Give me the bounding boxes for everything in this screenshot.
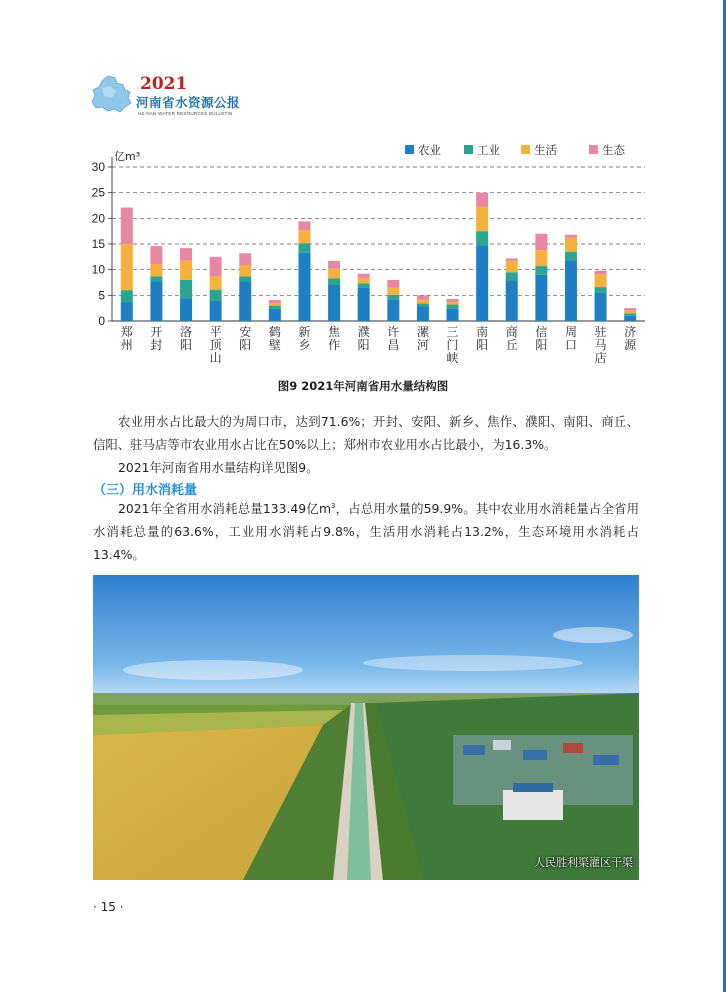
bar-农业 — [180, 298, 192, 321]
bar-生活 — [180, 260, 192, 280]
bar-生态 — [239, 253, 251, 265]
x-tick-label: 阳 — [239, 338, 252, 352]
x-tick-label: 阳 — [180, 338, 193, 352]
bar-工业 — [387, 295, 399, 300]
x-tick-label: 乡 — [298, 338, 311, 352]
y-tick-label: 20 — [91, 211, 105, 226]
x-tick-label: 三 — [446, 325, 459, 339]
bar-生活 — [476, 207, 488, 232]
bar-工业 — [595, 287, 607, 292]
bar-生活 — [417, 299, 429, 303]
bar-工业 — [417, 304, 429, 307]
bar-生态 — [624, 308, 636, 311]
paragraph-consumption — [93, 497, 639, 566]
bar-工业 — [358, 284, 370, 288]
x-tick-label: 济 — [624, 325, 637, 339]
bar-农业 — [298, 253, 310, 321]
bar-农业 — [595, 292, 607, 321]
bar-工业 — [624, 313, 636, 316]
bar-农业 — [150, 281, 162, 321]
x-tick-label: 州 — [120, 338, 133, 352]
bar-生态 — [210, 257, 222, 277]
bar-农业 — [328, 285, 340, 321]
x-tick-label: 许 — [387, 325, 400, 339]
section-title: （三）用水消耗量 — [93, 483, 198, 498]
bar-农业 — [476, 246, 488, 321]
x-tick-label: 新 — [298, 325, 311, 339]
consumption-text-a: 2021年全省用水消耗总量133.49亿m — [118, 501, 332, 516]
bar-生态 — [447, 299, 459, 302]
legend-swatch-农业 — [405, 145, 414, 154]
bar-工业 — [565, 252, 577, 261]
bar-农业 — [387, 300, 399, 321]
bar-工业 — [121, 290, 133, 302]
x-tick-label: 商 — [505, 325, 518, 339]
y-tick-label: 25 — [91, 185, 105, 200]
x-tick-label: 店 — [594, 351, 607, 365]
bar-工业 — [150, 276, 162, 281]
bar-工业 — [269, 306, 281, 309]
x-tick-label: 洛 — [180, 325, 193, 339]
y-tick-label: 5 — [98, 288, 105, 303]
bar-生态 — [595, 271, 607, 275]
bar-生活 — [210, 276, 222, 289]
bar-生态 — [476, 193, 488, 207]
water-use-structure-chart — [80, 140, 655, 375]
henan-map-logo — [90, 74, 132, 114]
x-tick-label: 周 — [564, 325, 577, 339]
x-tick-label: 峡 — [446, 351, 459, 365]
chart-svg — [80, 140, 655, 375]
bar-生活 — [595, 274, 607, 287]
x-tick-label: 门 — [446, 338, 459, 352]
x-tick-label: 濮 — [357, 325, 370, 339]
x-tick-label: 平 — [209, 325, 222, 339]
bulletin-year: 2021 — [140, 74, 188, 94]
bulletin-subtitle: HE NAN WATER RESOURCES BULLETIN — [138, 111, 233, 116]
bar-生活 — [269, 303, 281, 306]
bar-农业 — [358, 288, 370, 321]
bar-农业 — [447, 309, 459, 321]
bar-农业 — [565, 260, 577, 321]
bulletin-title: 河南省水资源公报 — [136, 95, 241, 110]
x-tick-label: 安 — [239, 325, 252, 339]
paragraph-agriculture-share: 农业用水占比最大的为周口市，达到71.6%；开封、安阳、新乡、焦作、濮阳、南阳、商丘、信阳、驻马店等市农业用水占比在50%以上；郑州市农业用水占比最小，为16.3%。 — [93, 414, 639, 452]
bar-生活 — [535, 250, 547, 266]
x-tick-label: 壁 — [268, 338, 281, 352]
bar-生态 — [417, 295, 429, 299]
bar-生态 — [506, 258, 518, 261]
x-tick-label: 作 — [328, 338, 341, 352]
bar-工业 — [447, 305, 459, 309]
x-tick-label: 阳 — [357, 338, 370, 352]
bar-生态 — [358, 274, 370, 278]
legend-label: 农业 — [418, 143, 441, 157]
bar-生活 — [387, 288, 399, 295]
legend-label: 工业 — [477, 143, 500, 157]
x-tick-label: 山 — [209, 351, 222, 365]
bar-生活 — [624, 311, 636, 314]
bar-工业 — [535, 266, 547, 275]
y-tick-label: 0 — [98, 314, 105, 328]
bar-生活 — [328, 269, 340, 279]
bar-生活 — [506, 261, 518, 272]
bar-生态 — [269, 300, 281, 303]
x-tick-label: 昌 — [387, 338, 400, 352]
bar-工业 — [298, 243, 310, 252]
legend-label: 生态 — [602, 143, 625, 157]
figure-caption: 图9 2021年河南省用水量结构图 — [277, 379, 449, 393]
bar-生活 — [358, 278, 370, 284]
y-tick-label: 30 — [91, 160, 105, 174]
bar-生活 — [565, 238, 577, 252]
bar-工业 — [239, 276, 251, 281]
bar-工业 — [180, 280, 192, 298]
x-tick-label: 源 — [624, 338, 637, 352]
x-tick-label: 封 — [150, 338, 163, 352]
bar-农业 — [121, 303, 133, 321]
bar-农业 — [417, 306, 429, 321]
bar-生活 — [447, 302, 459, 305]
paragraph-figure-reference: 2021年河南省用水量结构详见图9。 — [118, 460, 319, 475]
bar-生态 — [121, 208, 133, 244]
bar-工业 — [328, 278, 340, 284]
x-tick-label: 南 — [476, 325, 489, 339]
y-tick-label: 15 — [91, 237, 105, 251]
x-tick-label: 马 — [594, 338, 607, 352]
bar-农业 — [535, 275, 547, 321]
bar-工业 — [476, 231, 488, 245]
x-tick-label: 顶 — [209, 338, 222, 352]
bar-农业 — [210, 301, 222, 321]
bar-生态 — [387, 280, 399, 288]
bar-生态 — [180, 248, 192, 260]
legend-label: 生活 — [534, 143, 557, 157]
x-tick-label: 漯 — [416, 325, 429, 339]
bar-生活 — [298, 230, 310, 243]
x-tick-label: 丘 — [505, 338, 518, 352]
y-tick-label: 10 — [91, 262, 105, 277]
x-tick-label: 阳 — [535, 338, 548, 352]
legend-swatch-工业 — [464, 145, 473, 154]
bar-生活 — [239, 265, 251, 276]
unit-superscript: 3 — [331, 501, 336, 510]
x-tick-label: 驻 — [594, 325, 607, 339]
bar-生态 — [298, 221, 310, 230]
bar-生态 — [150, 246, 162, 264]
bar-生态 — [535, 234, 547, 250]
bar-生活 — [150, 264, 162, 276]
bar-农业 — [239, 281, 251, 321]
legend-swatch-生态 — [589, 145, 598, 154]
x-tick-label: 河 — [416, 338, 429, 352]
bar-生态 — [328, 261, 340, 269]
bar-农业 — [269, 309, 281, 321]
legend-swatch-生活 — [521, 145, 530, 154]
photo-caption: 人民胜利渠灌区干渠 — [534, 856, 633, 869]
canal-photo-illustration — [93, 575, 639, 880]
y-axis-unit: 亿m³ — [114, 150, 141, 163]
x-tick-label: 鹤 — [268, 325, 281, 339]
bar-生态 — [565, 235, 577, 238]
consumption-text-b: ，占总用水量的59.9%。其中农业用水消耗量占全省用水消耗总量的63.6%，工业用水消耗占9.8%，生活用水消耗占13.2%，生态环境用水消耗占13.4%。 — [93, 501, 639, 562]
x-tick-label: 开 — [150, 325, 163, 339]
bar-农业 — [624, 316, 636, 321]
x-tick-label: 郑 — [120, 325, 133, 339]
bar-农业 — [506, 280, 518, 321]
x-tick-label: 焦 — [328, 325, 341, 339]
x-tick-label: 口 — [564, 338, 577, 352]
x-tick-label: 阳 — [476, 338, 489, 352]
canal-photo — [93, 575, 639, 880]
x-tick-label: 信 — [535, 325, 548, 339]
bar-工业 — [210, 290, 222, 301]
page-number: · 15 · — [93, 900, 124, 914]
bar-工业 — [506, 272, 518, 280]
page-header — [90, 70, 310, 120]
bar-生活 — [121, 244, 133, 290]
